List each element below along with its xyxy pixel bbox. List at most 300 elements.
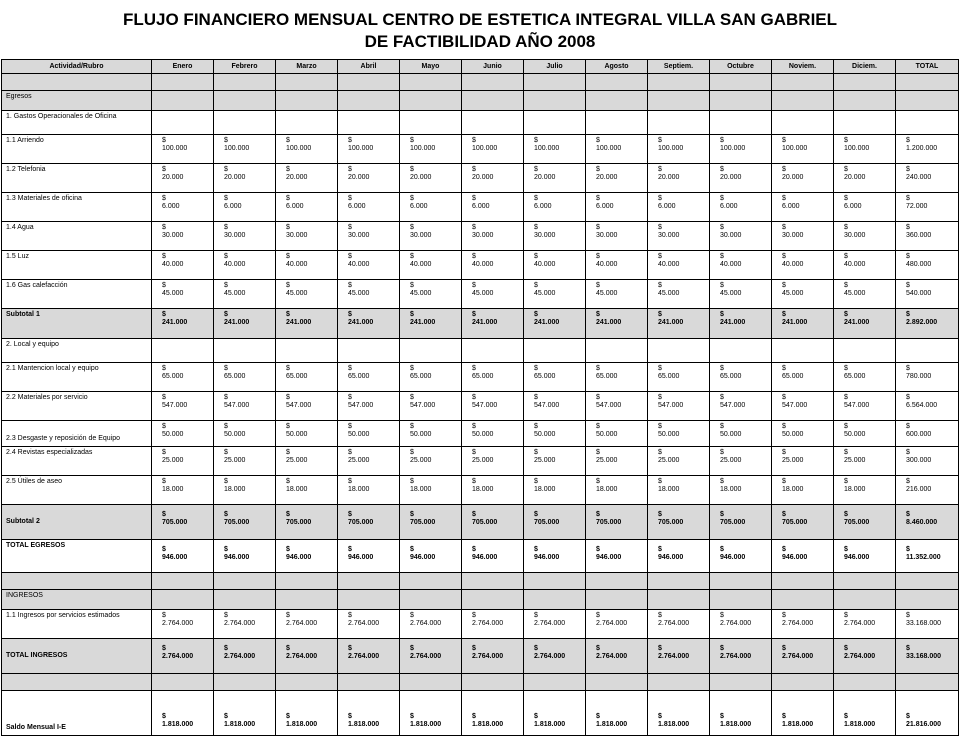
currency-symbol: $	[596, 137, 600, 144]
currency-symbol: $	[162, 713, 166, 720]
currency-symbol: $	[782, 137, 786, 144]
value-cell	[710, 280, 772, 309]
currency-symbol: $	[286, 137, 290, 144]
currency-symbol: $	[720, 365, 724, 372]
value-cell	[896, 91, 959, 111]
amount: 2.764.000	[286, 620, 318, 627]
amount: 1.818.000	[534, 721, 566, 728]
value-cell	[772, 309, 834, 339]
row-label: 2.1 Mantencion local y equipo	[2, 363, 152, 392]
amount: 705.000	[720, 519, 746, 526]
currency-symbol: $	[720, 166, 724, 173]
amount: 65.000	[720, 373, 742, 380]
currency-symbol: $	[224, 311, 228, 318]
amount: 100.000	[534, 145, 560, 152]
currency-symbol: $	[534, 645, 538, 652]
value-cell	[648, 573, 710, 590]
amount: 45.000	[286, 290, 308, 297]
amount: 547.000	[596, 402, 622, 409]
currency-symbol: $	[410, 449, 414, 456]
value-cell	[400, 222, 462, 251]
amount: 25.000	[720, 457, 742, 464]
value-cell	[524, 309, 586, 339]
currency-symbol: $	[596, 511, 600, 518]
currency-symbol: $	[720, 423, 724, 430]
currency-symbol: $	[782, 282, 786, 289]
amount: 547.000	[472, 402, 498, 409]
value-cell	[276, 251, 338, 280]
amount: 50.000	[410, 431, 432, 438]
amount: 25.000	[472, 457, 494, 464]
amount: 1.818.000	[224, 721, 256, 728]
amount: 50.000	[472, 431, 494, 438]
currency-symbol: $	[224, 224, 228, 231]
amount: 2.764.000	[720, 620, 752, 627]
amount: 946.000	[844, 554, 870, 561]
value-cell	[152, 639, 214, 674]
currency-symbol: $	[720, 546, 724, 553]
value-cell	[834, 251, 896, 280]
currency-symbol: $	[472, 612, 476, 619]
value-cell	[896, 691, 959, 736]
amount: 946.000	[224, 554, 250, 561]
amount: 45.000	[224, 290, 246, 297]
amount: 1.818.000	[782, 721, 814, 728]
currency-symbol: $	[348, 253, 352, 260]
value-cell	[648, 309, 710, 339]
amount: 25.000	[348, 457, 370, 464]
value-cell	[214, 222, 276, 251]
amount: 40.000	[162, 261, 184, 268]
row-label	[2, 74, 152, 91]
value-cell	[462, 691, 524, 736]
column-header: Enero	[152, 60, 214, 74]
table-row	[2, 590, 959, 610]
value-cell	[338, 540, 400, 573]
currency-symbol: $	[906, 612, 910, 619]
amount: 1.818.000	[348, 721, 380, 728]
amount: 705.000	[224, 519, 250, 526]
value-cell	[648, 590, 710, 610]
value-cell	[896, 540, 959, 573]
value-cell	[524, 251, 586, 280]
currency-symbol: $	[286, 511, 290, 518]
value-cell	[834, 691, 896, 736]
value-cell	[772, 91, 834, 111]
value-cell	[710, 251, 772, 280]
value-cell	[834, 164, 896, 193]
value-cell	[276, 476, 338, 505]
amount: 18.000	[224, 486, 246, 493]
currency-symbol: $	[844, 365, 848, 372]
amount: 25.000	[534, 457, 556, 464]
amount: 100.000	[348, 145, 374, 152]
amount: 946.000	[658, 554, 684, 561]
value-cell	[338, 251, 400, 280]
value-cell	[586, 111, 648, 135]
amount: 45.000	[782, 290, 804, 297]
currency-symbol: $	[162, 394, 166, 401]
amount: 30.000	[224, 232, 246, 239]
value-cell	[400, 280, 462, 309]
currency-symbol: $	[906, 253, 910, 260]
amount: 2.764.000	[410, 653, 442, 660]
currency-symbol: $	[410, 365, 414, 372]
amount: 20.000	[410, 174, 432, 181]
amount: 20.000	[162, 174, 184, 181]
currency-symbol: $	[720, 224, 724, 231]
value-cell	[338, 135, 400, 164]
amount: 50.000	[286, 431, 308, 438]
currency-symbol: $	[286, 612, 290, 619]
amount: 18.000	[844, 486, 866, 493]
currency-symbol: $	[410, 394, 414, 401]
value-cell	[276, 392, 338, 421]
amount: 241.000	[534, 319, 560, 326]
value-cell	[710, 421, 772, 447]
value-cell	[214, 363, 276, 392]
currency-symbol: $	[906, 365, 910, 372]
amount: 25.000	[224, 457, 246, 464]
value-cell	[214, 476, 276, 505]
amount: 20.000	[596, 174, 618, 181]
currency-symbol: $	[224, 449, 228, 456]
currency-symbol: $	[658, 423, 662, 430]
amount: 2.764.000	[286, 653, 318, 660]
currency-symbol: $	[596, 253, 600, 260]
currency-symbol: $	[596, 224, 600, 231]
table-row	[2, 193, 959, 222]
value-cell	[772, 392, 834, 421]
currency-symbol: $	[534, 365, 538, 372]
value-cell	[710, 222, 772, 251]
currency-symbol: $	[410, 423, 414, 430]
amount: 100.000	[162, 145, 188, 152]
currency-symbol: $	[224, 511, 228, 518]
value-cell	[276, 222, 338, 251]
value-cell	[214, 193, 276, 222]
currency-symbol: $	[720, 713, 724, 720]
value-cell	[276, 540, 338, 573]
currency-symbol: $	[162, 224, 166, 231]
value-cell	[772, 573, 834, 590]
amount: 6.000	[410, 203, 428, 210]
value-cell	[586, 164, 648, 193]
currency-symbol: $	[162, 365, 166, 372]
value-cell	[152, 691, 214, 736]
currency-symbol: $	[658, 195, 662, 202]
value-cell	[648, 251, 710, 280]
value-cell	[586, 421, 648, 447]
amount: 547.000	[534, 402, 560, 409]
currency-symbol: $	[472, 282, 476, 289]
currency-symbol: $	[348, 546, 352, 553]
currency-symbol: $	[162, 253, 166, 260]
amount: 100.000	[410, 145, 436, 152]
column-header: Octubre	[710, 60, 772, 74]
amount: 547.000	[348, 402, 374, 409]
amount: 6.000	[844, 203, 862, 210]
amount: 241.000	[844, 319, 870, 326]
value-cell	[462, 421, 524, 447]
value-cell	[648, 111, 710, 135]
currency-symbol: $	[224, 137, 228, 144]
currency-symbol: $	[472, 195, 476, 202]
value-cell	[524, 164, 586, 193]
currency-symbol: $	[410, 166, 414, 173]
value-cell	[896, 309, 959, 339]
amount: 25.000	[596, 457, 618, 464]
value-cell	[896, 280, 959, 309]
currency-symbol: $	[844, 166, 848, 173]
currency-symbol: $	[658, 166, 662, 173]
value-cell	[276, 691, 338, 736]
currency-symbol: $	[720, 394, 724, 401]
value-cell	[400, 363, 462, 392]
currency-symbol: $	[224, 645, 228, 652]
currency-symbol: $	[162, 449, 166, 456]
value-cell	[648, 421, 710, 447]
amount: 25.000	[162, 457, 184, 464]
amount: 240.000	[906, 174, 932, 181]
currency-symbol: $	[286, 311, 290, 318]
row-label: Subtotal 2	[2, 505, 152, 540]
value-cell	[338, 74, 400, 91]
currency-symbol: $	[410, 612, 414, 619]
amount: 30.000	[658, 232, 680, 239]
amount: 25.000	[782, 457, 804, 464]
amount: 1.818.000	[720, 721, 752, 728]
value-cell	[648, 610, 710, 639]
currency-symbol: $	[348, 224, 352, 231]
currency-symbol: $	[844, 253, 848, 260]
value-cell	[648, 674, 710, 691]
amount: 100.000	[596, 145, 622, 152]
value-cell	[524, 505, 586, 540]
currency-symbol: $	[286, 224, 290, 231]
amount: 25.000	[658, 457, 680, 464]
value-cell	[834, 392, 896, 421]
value-cell	[276, 674, 338, 691]
value-cell	[400, 251, 462, 280]
amount: 18.000	[720, 486, 742, 493]
amount: 547.000	[410, 402, 436, 409]
value-cell	[896, 222, 959, 251]
currency-symbol: $	[720, 645, 724, 652]
value-cell	[772, 639, 834, 674]
value-cell	[462, 505, 524, 540]
currency-symbol: $	[596, 282, 600, 289]
column-header: Noviem.	[772, 60, 834, 74]
value-cell	[462, 309, 524, 339]
amount: 20.000	[720, 174, 742, 181]
value-cell	[152, 91, 214, 111]
amount: 40.000	[596, 261, 618, 268]
currency-symbol: $	[658, 713, 662, 720]
value-cell	[710, 639, 772, 674]
currency-symbol: $	[348, 166, 352, 173]
currency-symbol: $	[162, 282, 166, 289]
currency-symbol: $	[472, 365, 476, 372]
value-cell	[214, 639, 276, 674]
cash-flow-table	[1, 59, 959, 736]
value-cell	[524, 222, 586, 251]
table-row	[2, 91, 959, 111]
value-cell	[710, 91, 772, 111]
currency-symbol: $	[224, 195, 228, 202]
currency-symbol: $	[844, 394, 848, 401]
amount: 50.000	[348, 431, 370, 438]
amount: 547.000	[720, 402, 746, 409]
table-row	[2, 280, 959, 309]
value-cell	[710, 135, 772, 164]
value-cell	[214, 309, 276, 339]
currency-symbol: $	[286, 449, 290, 456]
value-cell	[524, 135, 586, 164]
value-cell	[772, 610, 834, 639]
currency-symbol: $	[596, 365, 600, 372]
currency-symbol: $	[844, 612, 848, 619]
value-cell	[586, 447, 648, 476]
currency-symbol: $	[720, 449, 724, 456]
currency-symbol: $	[410, 645, 414, 652]
value-cell	[586, 251, 648, 280]
value-cell	[710, 573, 772, 590]
value-cell	[524, 447, 586, 476]
currency-symbol: $	[224, 166, 228, 173]
value-cell	[524, 421, 586, 447]
amount: 50.000	[658, 431, 680, 438]
amount: 45.000	[720, 290, 742, 297]
currency-symbol: $	[348, 195, 352, 202]
amount: 300.000	[906, 457, 932, 464]
currency-symbol: $	[472, 449, 476, 456]
value-cell	[524, 392, 586, 421]
value-cell	[834, 505, 896, 540]
amount: 40.000	[782, 261, 804, 268]
currency-symbol: $	[224, 423, 228, 430]
amount: 100.000	[844, 145, 870, 152]
currency-symbol: $	[286, 423, 290, 430]
value-cell	[834, 447, 896, 476]
amount: 2.764.000	[782, 620, 814, 627]
amount: 780.000	[906, 373, 932, 380]
row-label	[2, 573, 152, 590]
currency-symbol: $	[410, 137, 414, 144]
currency-symbol: $	[782, 546, 786, 553]
currency-symbol: $	[596, 166, 600, 173]
value-cell	[400, 193, 462, 222]
amount: 18.000	[162, 486, 184, 493]
amount: 30.000	[286, 232, 308, 239]
value-cell	[276, 135, 338, 164]
amount: 25.000	[410, 457, 432, 464]
value-cell	[772, 280, 834, 309]
value-cell	[524, 610, 586, 639]
amount: 547.000	[844, 402, 870, 409]
value-cell	[400, 691, 462, 736]
table-row	[2, 339, 959, 363]
value-cell	[152, 573, 214, 590]
amount: 241.000	[286, 319, 312, 326]
value-cell	[648, 280, 710, 309]
value-cell	[710, 193, 772, 222]
value-cell	[772, 135, 834, 164]
value-cell	[152, 135, 214, 164]
amount: 65.000	[410, 373, 432, 380]
amount: 65.000	[596, 373, 618, 380]
amount: 2.764.000	[720, 653, 752, 660]
amount: 6.000	[472, 203, 490, 210]
currency-symbol: $	[906, 137, 910, 144]
value-cell	[896, 251, 959, 280]
value-cell	[648, 74, 710, 91]
value-cell	[400, 164, 462, 193]
table-row	[2, 476, 959, 505]
value-cell	[524, 280, 586, 309]
currency-symbol: $	[844, 713, 848, 720]
row-label: 2.4 Revistas especializadas	[2, 447, 152, 476]
amount: 6.000	[224, 203, 242, 210]
value-cell	[648, 691, 710, 736]
currency-symbol: $	[906, 195, 910, 202]
value-cell	[524, 339, 586, 363]
value-cell	[462, 476, 524, 505]
column-header: Agosto	[586, 60, 648, 74]
currency-symbol: $	[162, 612, 166, 619]
amount: 705.000	[162, 519, 188, 526]
amount: 40.000	[844, 261, 866, 268]
currency-symbol: $	[658, 137, 662, 144]
value-cell	[276, 339, 338, 363]
currency-symbol: $	[844, 645, 848, 652]
amount: 2.892.000	[906, 319, 938, 326]
value-cell	[400, 91, 462, 111]
currency-symbol: $	[906, 713, 910, 720]
value-cell	[214, 590, 276, 610]
value-cell	[400, 573, 462, 590]
amount: 2.764.000	[534, 620, 566, 627]
value-cell	[710, 590, 772, 610]
value-cell	[710, 164, 772, 193]
value-cell	[586, 476, 648, 505]
value-cell	[462, 111, 524, 135]
amount: 50.000	[224, 431, 246, 438]
value-cell	[400, 590, 462, 610]
currency-symbol: $	[348, 423, 352, 430]
amount: 50.000	[782, 431, 804, 438]
currency-symbol: $	[348, 511, 352, 518]
currency-symbol: $	[596, 394, 600, 401]
table-body	[2, 60, 959, 736]
amount: 18.000	[472, 486, 494, 493]
amount: 6.000	[348, 203, 366, 210]
currency-symbol: $	[782, 478, 786, 485]
amount: 241.000	[782, 319, 808, 326]
amount: 360.000	[906, 232, 932, 239]
currency-symbol: $	[162, 478, 166, 485]
amount: 11.352.000	[906, 554, 941, 561]
value-cell	[648, 339, 710, 363]
value-cell	[772, 363, 834, 392]
currency-symbol: $	[162, 546, 166, 553]
value-cell	[462, 363, 524, 392]
currency-symbol: $	[224, 546, 228, 553]
value-cell	[400, 392, 462, 421]
currency-symbol: $	[534, 612, 538, 619]
amount: 65.000	[348, 373, 370, 380]
currency-symbol: $	[844, 449, 848, 456]
